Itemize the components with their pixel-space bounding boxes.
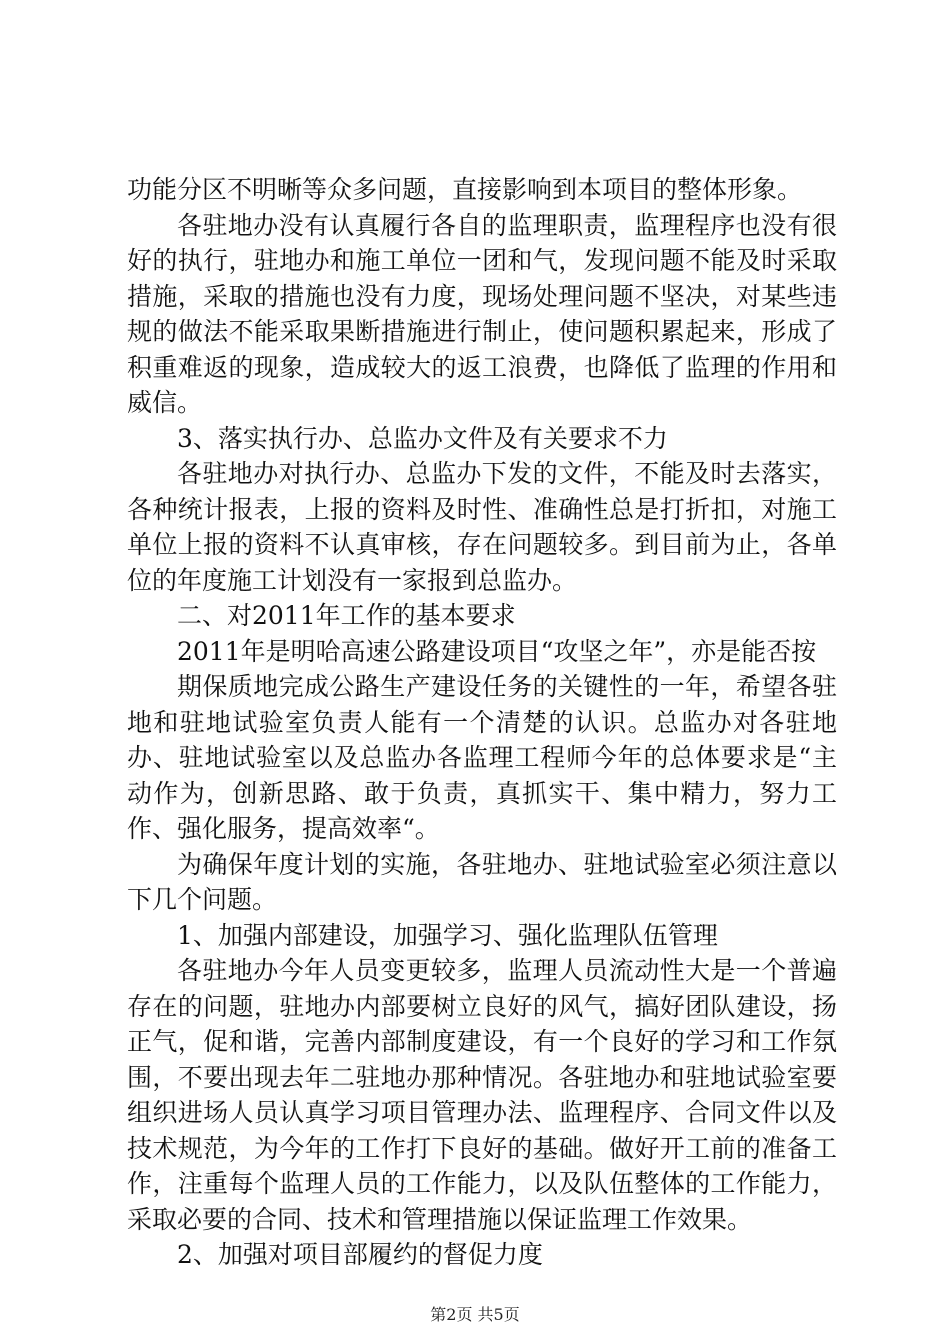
paragraph-7: 期保质地完成公路生产建设任务的关键性的一年，希望各驻地和驻地试验室负责人能有一个清楚的认识。总监办对各驻地办、驻地试验室以及总监办各监理工程师今年的总体要求是“主动作为，创新思路、敢于负责，真抓实干、集中精力，努力工作、强化服务，提高效率“。 bbox=[127, 672, 837, 843]
page-footer bbox=[0, 1305, 950, 1325]
paragraph-8: 为确保年度计划的实施，各驻地办、驻地试验室必须注意以下几个问题。 bbox=[127, 849, 837, 914]
paragraph-6: 2011年是明哈高速公路建设项目“攻坚之年”，亦是能否按 bbox=[177, 636, 817, 666]
section-heading-3: 3、落实执行办、总监办文件及有关要求不力 bbox=[177, 423, 668, 453]
section-heading-2011: 二、对2011年工作的基本要求 bbox=[177, 601, 516, 630]
paragraph-4: 各驻地办对执行办、总监办下发的文件，不能及时去落实，各种统计报表，上报的资料及时性、准确性总是打折扣，对施工单位上报的资料不认真审核，存在问题较多。到目前为止，各单位的年度施工计划没有一家报到总监办。 bbox=[127, 459, 837, 595]
section-heading-2: 2、加强对项目部履约的督促力度 bbox=[177, 1240, 543, 1269]
page-number-label: 第2页 共5页 bbox=[430, 1305, 520, 1324]
paragraph-10: 各驻地办今年人员变更较多，监理人员流动性大是一个普遍存在的问题，驻地办内部要树立良好的风气，搞好团队建设，扬正气，促和谐，完善内部制度建设，有一个良好的学习和工作氛围，不要出现去年二驻地办那种情况。各驻地办和驻地试验室要组织进场人员认真学习项目管理办法、监理程序、合同文件以及技术规范，为今年的工作打下良好的基础。做好开工前的准备工作，注重每个监理人员的工作能力，以及队伍整体的工作能力，采取必要的合同、技术和管理措施以保证监理工作效果。 bbox=[127, 956, 837, 1234]
paragraph-1: 功能分区不明晰等众多问题，直接影响到本项目的整体形象。 bbox=[127, 175, 803, 204]
paragraph-2: 各驻地办没有认真履行各自的监理职责，监理程序也没有很好的执行，驻地办和施工单位一团和气，发现问题不能及时采取措施，采取的措施也没有力度，现场处理问题不坚决，对某些违规的做法不能采取果断措施进行制止，使问题积累起来，形成了积重难返的现象，造成较大的返工浪费，也降低了监理的作用和威信。 bbox=[127, 210, 837, 417]
section-heading-1: 1、加强内部建设，加强学习、强化监理队伍管理 bbox=[177, 920, 718, 950]
document-body bbox=[127, 172, 837, 1273]
